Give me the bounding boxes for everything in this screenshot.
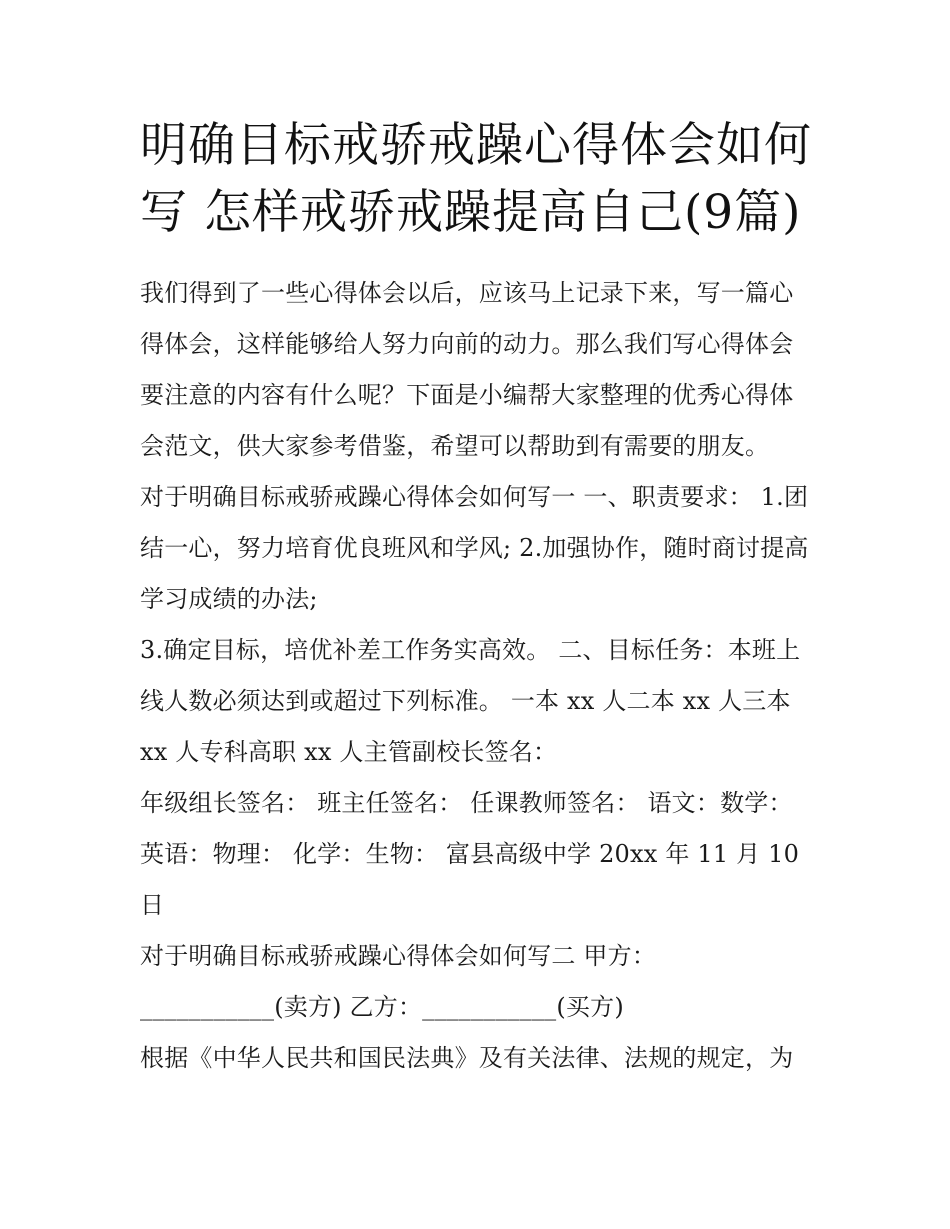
signatures-paragraph: 年级组长签名： 班主任签名： 任课教师签名： 语文：数学：英语：物理： 化学：生物： 富县高级中学 20xx 年 11 月 10 日 [140, 789, 800, 919]
law-paragraph: 根据《中华人民共和国民法典》及有关法律、法规的规定，为 [140, 1044, 794, 1072]
section-one-paragraph: 对于明确目标戒骄戒躁心得体会如何写一 一、职责要求： 1.团结一心，努力培育优良班风和学风; 2.加强协作，随时商讨提高学习成绩的办法; [140, 483, 809, 613]
section-two-paragraph: 对于明确目标戒骄戒躁心得体会如何写二 甲方：___________(卖方) 乙方：___________(买方) [140, 942, 657, 1021]
document-body [140, 268, 812, 1084]
intro-paragraph: 我们得到了一些心得体会以后，应该马上记录下来，写一篇心得体会，这样能够给人努力向前的动力。那么我们写心得体会要注意的内容有什么呢？下面是小编帮大家整理的优秀心得体会范文，供大家参考借鉴，希望可以帮助到有需要的朋友。 [140, 279, 794, 460]
document-page [140, 112, 812, 1084]
document-title: 明确目标戒骄戒躁心得体会如何写 怎样戒骄戒躁提高自己(9篇) [140, 118, 812, 240]
goals-paragraph: 3.确定目标，培优补差工作务实高效。 二、目标任务：本班上线人数必须达到或超过下列标准。 一本 xx 人二本 xx 人三本 xx 人专科高职 xx 人主管副校长签名： [140, 636, 801, 766]
